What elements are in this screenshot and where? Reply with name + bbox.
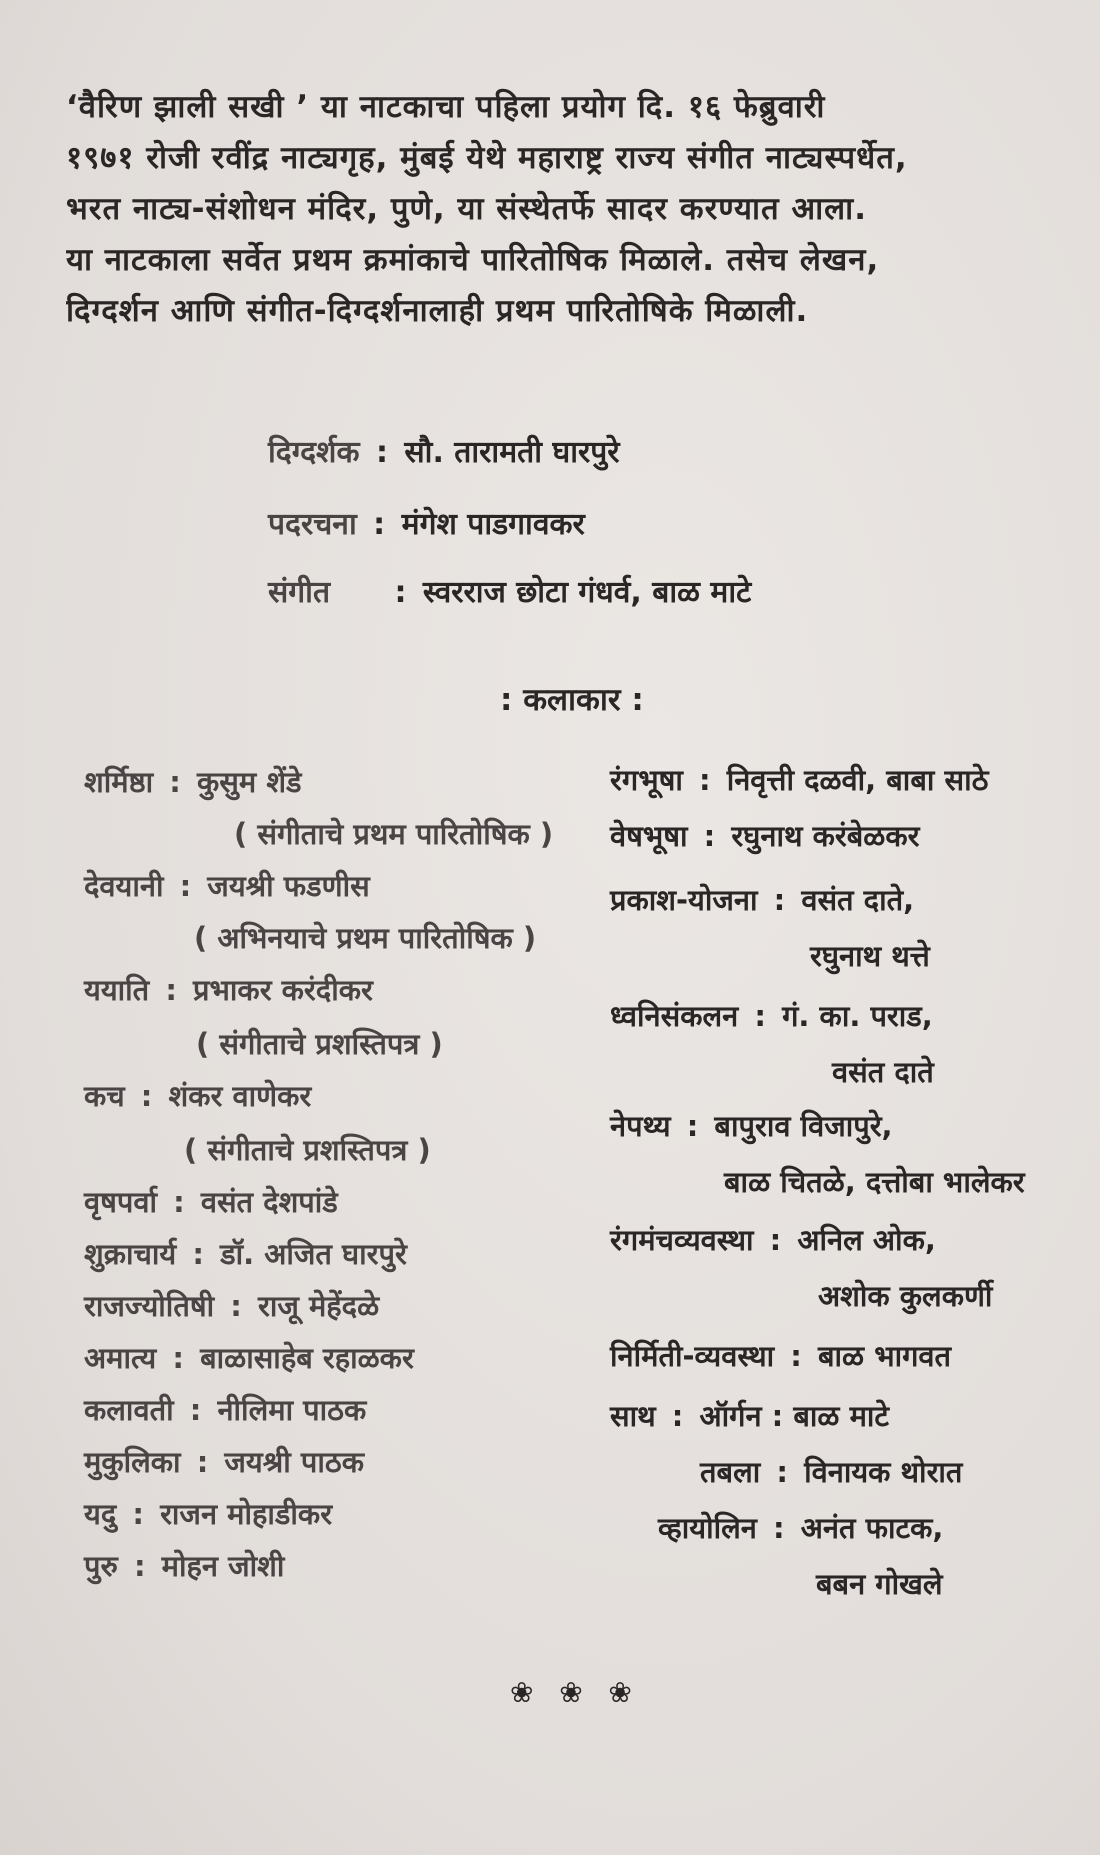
crew-role: वेषभूषा xyxy=(610,819,688,853)
cast-separator: : xyxy=(132,1497,144,1531)
crew-separator: : xyxy=(790,1339,802,1373)
cast-award-note: ( संगीताचे प्रशस्तिपत्र ) xyxy=(196,1027,443,1061)
cast-name: शंकर वाणेकर xyxy=(168,1079,312,1113)
crew-continuation: वसंत दाते xyxy=(832,1055,934,1089)
cast-role: कच xyxy=(84,1079,125,1113)
crew-role: साथ xyxy=(610,1399,656,1433)
crew-name: वसंत दाते, xyxy=(801,883,915,917)
cast-name: वसंत देशपांडे xyxy=(200,1185,338,1219)
cast-award-note: ( संगीताचे प्रशस्तिपत्र ) xyxy=(184,1133,431,1167)
crew-name: ऑर्गन : बाळ माटे xyxy=(699,1399,890,1433)
crew-row xyxy=(610,1220,936,1259)
credit-director xyxy=(268,430,620,471)
crew-role: रंगमंचव्यवस्था xyxy=(610,1223,754,1257)
crew-separator: : xyxy=(703,819,716,853)
cast-row xyxy=(84,970,373,1009)
crew-role: ध्वनिसंकलन xyxy=(610,999,739,1033)
crew-row xyxy=(658,1508,943,1547)
cast-role: राजज्योतिषी xyxy=(84,1289,215,1323)
cast-role: पुरु xyxy=(84,1549,118,1583)
crew-role: नेपथ्य xyxy=(610,1109,671,1143)
crew-name: अनंत फाटक, xyxy=(800,1511,944,1545)
cast-name: डॉ. अजित घारपुरे xyxy=(220,1237,407,1271)
crew-separator: : xyxy=(686,1109,699,1143)
crew-separator: : xyxy=(776,1455,788,1489)
credit-separator: : xyxy=(394,575,407,610)
cast-separator: : xyxy=(189,1393,202,1427)
crew-row xyxy=(610,880,914,919)
crew-name: निवृत्ती दळवी, बाबा साठे xyxy=(726,763,989,797)
cast-row xyxy=(84,1234,407,1273)
crew-continuation: रघुनाथ थत्ते xyxy=(810,939,930,973)
credit-lyrics xyxy=(268,502,585,543)
cast-separator: : xyxy=(173,1185,185,1219)
cast-row xyxy=(84,866,370,905)
crew-name: विनायक थोरात xyxy=(804,1455,963,1489)
cast-name: राजन मोहाडीकर xyxy=(160,1497,333,1531)
cast-role: शर्मिष्ठा xyxy=(84,765,154,799)
crew-continuation: अशोक कुलकर्णी xyxy=(818,1279,993,1313)
crew-name: बापुराव विजापुरे, xyxy=(714,1109,893,1143)
cast-separator: : xyxy=(140,1079,153,1113)
cast-role: यदु xyxy=(84,1497,117,1531)
cast-heading: : कलाकार : xyxy=(500,682,644,718)
crew-separator: : xyxy=(698,763,711,797)
cast-row xyxy=(84,1076,311,1115)
crew-row xyxy=(610,816,919,855)
credit-separator: : xyxy=(373,507,386,542)
crew-role: निर्मिती-व्यवस्था xyxy=(610,1339,775,1373)
crew-row xyxy=(610,1336,951,1375)
cast-separator: : xyxy=(133,1549,146,1583)
cast-role: शुक्राचार्य xyxy=(84,1237,177,1271)
cast-role: कलावती xyxy=(84,1393,174,1427)
crew-row xyxy=(610,760,988,799)
crew-role: रंगभूषा xyxy=(610,763,683,797)
crew-role: प्रकाश-योजना xyxy=(610,883,758,917)
intro-line: दिग्दर्शन आणि संगीत-दिग्दर्शनालाही प्रथम पारितोषिके मिळाली. xyxy=(66,293,809,329)
crew-separator: : xyxy=(773,883,786,917)
cast-row xyxy=(84,1338,414,1377)
crew-role: व्हायोलिन xyxy=(658,1511,757,1545)
crew-name: रघुनाथ करंबेळकर xyxy=(731,819,920,853)
cast-row xyxy=(84,1390,366,1429)
credit-label: पदरचना xyxy=(268,507,357,542)
credit-music xyxy=(268,570,751,611)
credit-separator: : xyxy=(375,435,388,470)
cast-role: अमात्य xyxy=(84,1341,157,1375)
cast-separator: : xyxy=(196,1445,209,1479)
cast-row xyxy=(84,1546,284,1585)
cast-role: ययाति xyxy=(84,973,150,1007)
cast-role: वृषपर्वा xyxy=(84,1185,157,1219)
cast-separator: : xyxy=(169,765,181,799)
credit-value: स्वरराज छोटा गंधर्व, बाळ माटे xyxy=(422,575,752,610)
intro-line: ‘वैरिण झाली सखी ’ या नाटकाचा पहिला प्रयोग दि. १६ फेब्रुवारी xyxy=(66,89,826,125)
crew-row xyxy=(610,1396,889,1435)
crew-separator: : xyxy=(773,1511,785,1545)
crew-row xyxy=(610,996,933,1035)
crew-row xyxy=(700,1452,962,1491)
credit-value: सौ. तारामती घारपुरे xyxy=(404,435,620,470)
cast-separator: : xyxy=(165,973,177,1007)
cast-name: जयश्री पाठक xyxy=(224,1445,364,1479)
crew-continuation: बाळ चितळे, दत्तोबा भालेकर xyxy=(724,1165,1025,1199)
cast-role: मुकुलिका xyxy=(84,1445,181,1479)
crew-name: अनिल ओक, xyxy=(797,1223,936,1257)
crew-separator: : xyxy=(754,999,766,1033)
cast-row xyxy=(84,1286,379,1325)
cast-name: जयश्री फडणीस xyxy=(207,869,370,903)
cast-separator: : xyxy=(179,869,192,903)
intro-paragraph xyxy=(66,82,1098,337)
crew-continuation: बबन गोखले xyxy=(816,1567,943,1601)
cast-role: देवयानी xyxy=(84,869,164,903)
credit-label: दिग्दर्शक xyxy=(268,435,360,470)
crew-row xyxy=(610,1106,893,1145)
cast-name: राजू मेहेंदळे xyxy=(257,1289,380,1323)
intro-line: या नाटकाला सर्वेत प्रथम क्रमांकाचे पारितोषिक मिळाले. तसेच लेखन, xyxy=(66,242,880,278)
cast-name: बाळासाहेब रहाळकर xyxy=(200,1341,414,1375)
intro-line: भरत नाट्य-संशोधन मंदिर, पुणे, या संस्थेतर्फे सादर करण्यात आला. xyxy=(66,191,867,227)
cast-award-note: ( संगीताचे प्रथम पारितोषिक ) xyxy=(234,817,554,851)
cast-name: नीलिमा पाठक xyxy=(217,1393,367,1427)
credit-label: संगीत xyxy=(268,575,331,610)
crew-separator: : xyxy=(769,1223,782,1257)
cast-award-note: ( अभिनयाचे प्रथम पारितोषिक ) xyxy=(194,921,537,955)
cast-name: कुसुम शेंडे xyxy=(197,765,302,799)
cast-separator: : xyxy=(172,1341,184,1375)
cast-separator: : xyxy=(230,1289,242,1323)
crew-separator: : xyxy=(671,1399,684,1433)
cast-row xyxy=(84,762,302,801)
cast-row xyxy=(84,1182,338,1221)
cast-row xyxy=(84,1442,364,1481)
cast-name: प्रभाकर करंदीकर xyxy=(193,973,373,1007)
crew-name: बाळ भागवत xyxy=(817,1339,952,1373)
cast-name: मोहन जोशी xyxy=(161,1549,285,1583)
intro-line: १९७१ रोजी रवींद्र नाट्यगृह, मुंबई येथे महाराष्ट्र राज्य संगीत नाट्यस्पर्धेत, xyxy=(66,140,908,176)
crew-name: गं. का. पराड, xyxy=(782,999,933,1033)
cast-separator: : xyxy=(192,1237,204,1271)
crew-role: तबला xyxy=(700,1455,761,1489)
credit-value: मंगेश पाडगावकर xyxy=(401,507,585,542)
footer-ornament: ❀ ❀ ❀ xyxy=(510,1676,640,1709)
cast-row xyxy=(84,1494,332,1533)
